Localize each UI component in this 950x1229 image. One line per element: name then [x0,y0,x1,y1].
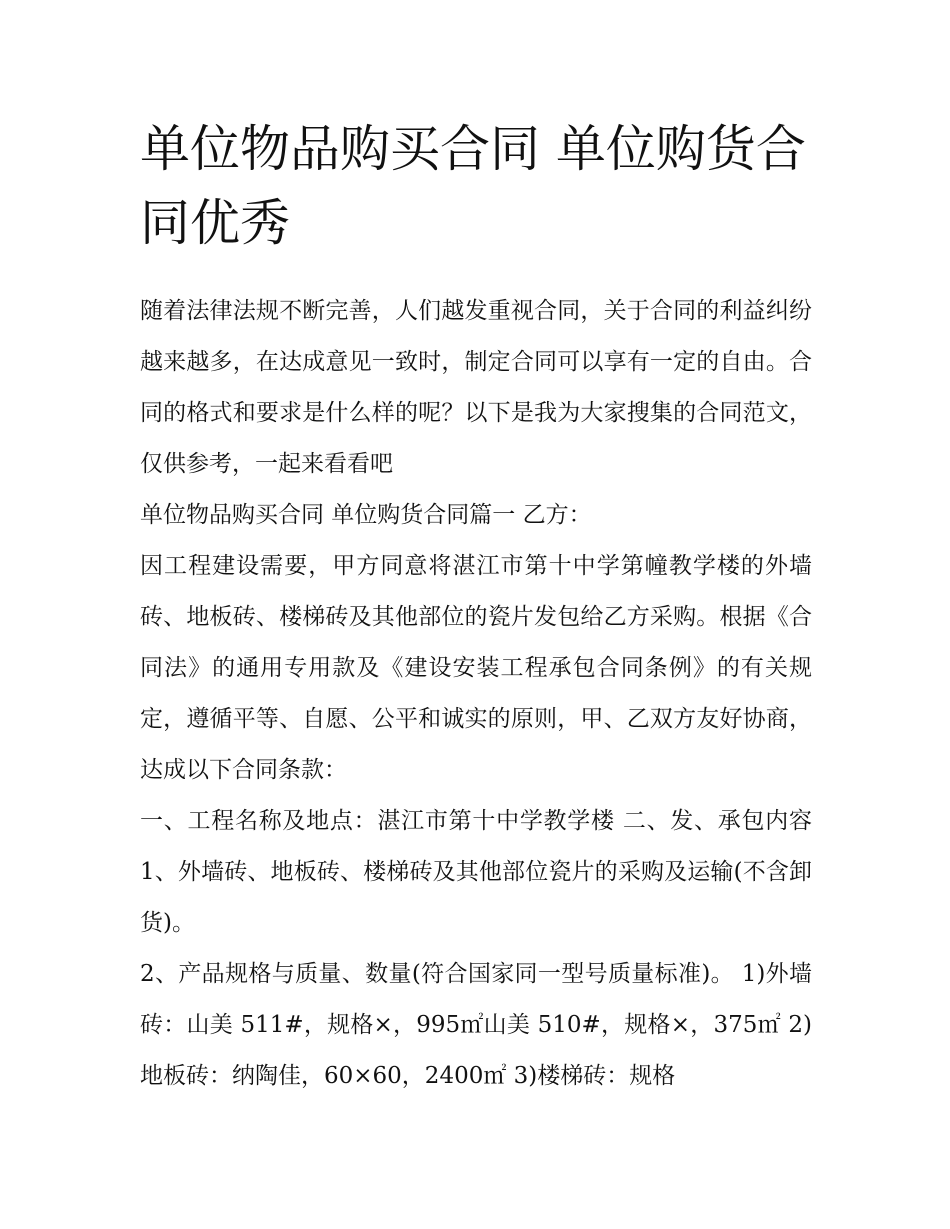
paragraph-intro: 随着法律法规不断完善，人们越发重视合同，关于合同的利益纠纷越来越多，在达成意见一致时，制定合同可以享有一定的自由。合同的格式和要求是什么样的呢？以下是我为大家搜集的合同范文，仅供参考，一起来看看吧 [140,298,812,477]
document-content [140,112,812,1102]
paragraph-section-heading: 单位物品购买合同 单位购货合同篇一 乙方： [140,502,592,528]
document-title: 单位物品购买合同 单位购货合同优秀 [140,120,806,252]
paragraph-project-description: 因工程建设需要，甲方同意将湛江市第十中学第幢教学楼的外墙砖、地板砖、楼梯砖及其他部位的瓷片发包给乙方采购。根据《合同法》的通用专用款及《建设安装工程承包合同条例》的有关规定，遵循平等、自愿、公平和诚实的原则，甲、乙双方友好协商，达成以下合同条款： [140,553,812,783]
paragraph-project-name-scope: 一、工程名称及地点：湛江市第十中学教学楼 二、发、承包内容 1、外墙砖、地板砖、楼梯砖及其他部位瓷片的采购及运输(不含卸货)。 [140,808,812,936]
paragraph-product-specs: 2、产品规格与质量、数量(符合国家同一型号质量标准)。 1)外墙砖：山美 511#，规格×，995㎡山美 510#，规格×，375㎡ 2)地板砖：纳陶佳，60×60，2400㎡ 3)楼梯砖：规格 [140,961,812,1089]
